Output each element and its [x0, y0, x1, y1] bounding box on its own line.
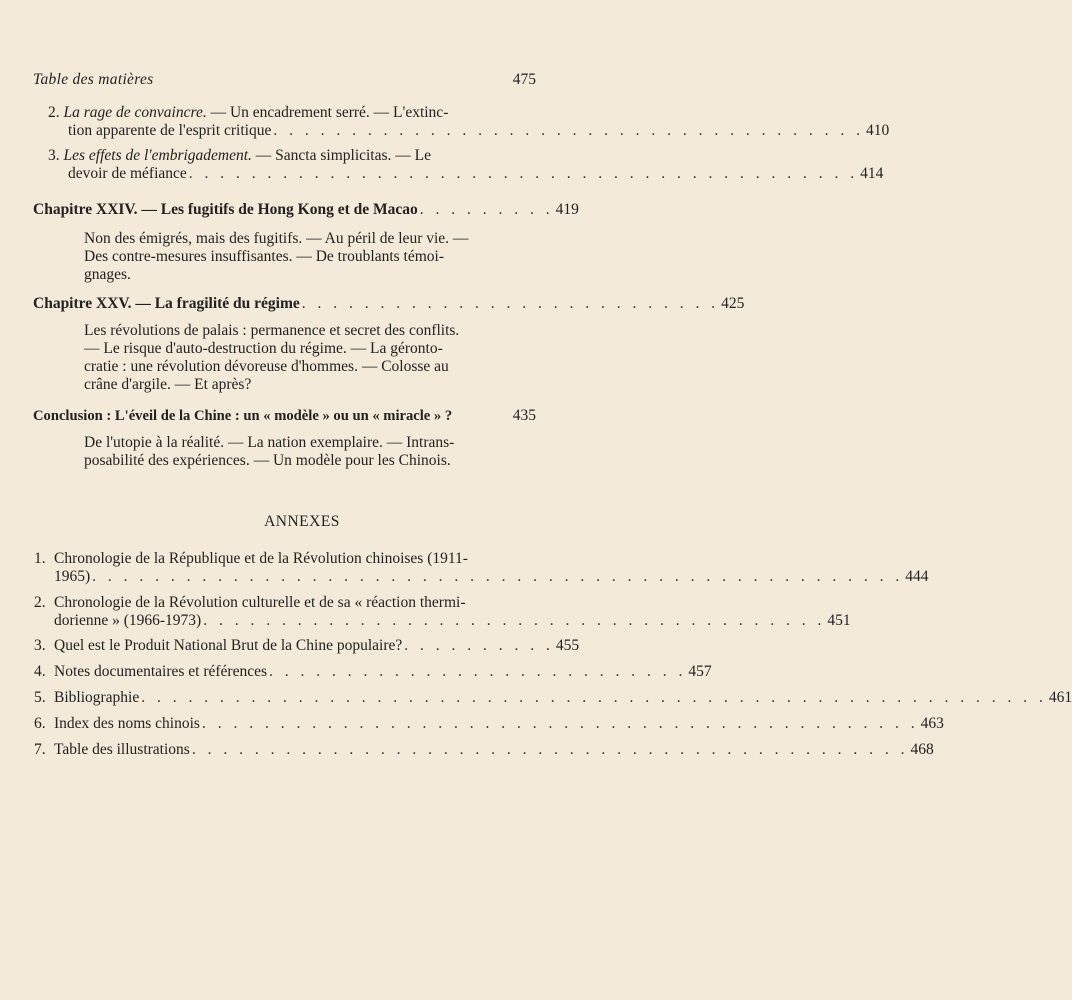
section-summary: — Sancta simplicitas. — Le	[251, 147, 431, 164]
chapter-title: Chapitre XXIV. — Les fugitifs de Hong Kong et de Macao	[33, 201, 418, 218]
page-number: 435	[512, 407, 536, 424]
leader-dots: . . . . . . . . .	[419, 201, 554, 218]
annex-line-2	[34, 612, 851, 630]
toc-entry-section-2-line-1	[48, 104, 536, 122]
annex-title: Chronologie de la Révolution culturelle et de sa « réaction thermi-	[54, 594, 466, 611]
toc-entry-section-2-line-2	[48, 122, 890, 140]
toc-entry-chapter-25	[33, 295, 745, 313]
page-number: 451	[827, 612, 851, 629]
page-number: 444	[905, 568, 929, 585]
conclusion-heading-line	[33, 407, 536, 425]
annex-title-cont: dorienne » (1966-1973)	[54, 612, 202, 629]
annex-item-6	[34, 715, 944, 733]
page-number: 455	[555, 637, 580, 654]
leader-dots: . . . . . . . . . . . . . . . . . . . . . . . . . . . . . . . . . . . . . . . . . . . . . . . . . . . . . . . . . .	[141, 689, 1047, 706]
annex-line-1	[34, 637, 580, 655]
summary-line: Les révolutions de palais : permanence et secret des conflits.	[84, 322, 460, 339]
annex-title: Chronologie de la République et de la Révolution chinoises (1911-	[54, 550, 468, 567]
annex-line-1	[34, 741, 934, 759]
annex-title: Index des noms chinois	[54, 715, 200, 732]
toc-entry-section-2	[48, 104, 890, 140]
section-number: 2.	[48, 104, 60, 121]
annex-title: Notes documentaires et références	[54, 663, 268, 680]
annexes-heading: ANNEXES	[264, 513, 340, 530]
page-number: 461	[1048, 689, 1072, 706]
leader-dots: . . . . . . . . . .	[404, 637, 554, 654]
conclusion-title: Conclusion : L'éveil de la Chine : un « modèle » ou un « miracle » ?	[33, 408, 453, 424]
summary-line: posabilité des expériences. — Un modèle pour les Chinois.	[84, 452, 451, 469]
summary-line: cratie : une révolution dévoreuse d'hommes. — Colosse au	[84, 358, 449, 375]
annex-number: 3.	[34, 637, 46, 654]
leader-dots: . . . . . . . . . . . . . . . . . . . . . . . . . . . . . . . . . . . . . . . . . . . . . . . . . . . .	[92, 568, 904, 585]
annex-line-1	[34, 689, 1072, 707]
page-number: 414	[860, 165, 884, 182]
leader-dots: . . . . . . . . . . . . . . . . . . . . . . . . . . . . . . . . . . . . . . . . . . . . . .	[191, 741, 909, 758]
leader-dots: . . . . . . . . . . . . . . . . . . . . . . . . . . . . . . . . . . . . . . . . . . .	[188, 165, 859, 182]
leader-dots: . . . . . . . . . . . . . . . . . . . . . . . . . . . . . . . . . . . . . . . .	[203, 612, 826, 629]
toc-entry-chapter-24	[33, 201, 579, 219]
annex-title: Table des illustrations	[54, 741, 190, 758]
annex-number: 6.	[34, 715, 46, 732]
chapter-heading-line	[33, 201, 579, 219]
annex-number: 5.	[34, 689, 46, 706]
annex-line-2	[34, 568, 929, 586]
annex-item-2	[34, 594, 851, 630]
leader-dots: . . . . . . . . . . . . . . . . . . . . . . . . . . .	[269, 663, 687, 680]
annex-line-1	[34, 594, 536, 612]
toc-entry-section-3	[48, 147, 884, 183]
leader-dots: . . . . . . . . . . . . . . . . . . . . . . . . . . . . . . . . . . . . . .	[273, 122, 864, 139]
chapter-title: Chapitre XXV. — La fragilité du régime	[33, 295, 300, 312]
toc-entry-section-3-line-2	[48, 165, 884, 183]
chapter-25-summary	[84, 322, 498, 394]
annex-item-5	[34, 689, 1072, 707]
annex-number: 4.	[34, 663, 46, 680]
section-title: La rage de convaincre.	[63, 104, 207, 121]
annex-item-4	[34, 663, 712, 681]
page-number: 457	[688, 663, 712, 680]
page-number: 425	[721, 295, 745, 312]
annex-line-1	[34, 715, 944, 733]
section-summary-cont: devoir de méfiance	[68, 165, 187, 182]
page-number: 468	[910, 741, 934, 758]
page-number: 463	[920, 715, 944, 732]
summary-line: Des contre-mesures insuffisantes. — De troublants témoi-	[84, 248, 445, 265]
annex-line-1	[34, 663, 712, 681]
annex-item-3	[34, 637, 580, 655]
running-header-title: Table des matières	[33, 71, 154, 88]
section-number: 3.	[48, 147, 60, 164]
summary-line: crâne d'argile. — Et après?	[84, 376, 252, 393]
annex-item-7	[34, 741, 934, 759]
annex-title-cont: 1965)	[54, 568, 91, 585]
annex-item-1	[34, 550, 929, 586]
section-summary: — Un encadrement serré. — L'extinc-	[206, 104, 449, 121]
annex-title: Bibliographie	[54, 689, 140, 706]
page-number: 410	[865, 122, 890, 139]
summary-line: gnages.	[84, 266, 131, 283]
toc-entry-section-3-line-1	[48, 147, 536, 165]
summary-line: Non des émigrés, mais des fugitifs. — Au péril de leur vie. —	[84, 230, 469, 247]
annex-number: 1.	[34, 550, 46, 567]
running-header-page-number: 475	[512, 71, 536, 88]
conclusion-summary	[84, 434, 498, 470]
annex-number: 2.	[34, 594, 46, 611]
leader-dots: . . . . . . . . . . . . . . . . . . . . . . . . . . . . . . . . . . . . . . . . . . . . . .	[201, 715, 919, 732]
section-title: Les effets de l'embrigadement.	[63, 147, 252, 164]
summary-line: De l'utopie à la réalité. — La nation exemplaire. — Intrans-	[84, 434, 455, 451]
annex-title: Quel est le Produit National Brut de la Chine populaire?	[54, 637, 403, 654]
page-number: 419	[555, 201, 579, 218]
chapter-24-summary	[84, 230, 498, 284]
annex-line-1	[34, 550, 536, 568]
summary-line: — Le risque d'auto-destruction du régime. — La géronto-	[84, 340, 443, 357]
annex-number: 7.	[34, 741, 46, 758]
toc-entry-conclusion	[33, 407, 536, 425]
chapter-heading-line	[33, 295, 745, 313]
leader-dots: . . . . . . . . . . . . . . . . . . . . . . . . . . .	[301, 295, 720, 312]
section-summary-cont: tion apparente de l'esprit critique	[68, 122, 272, 139]
